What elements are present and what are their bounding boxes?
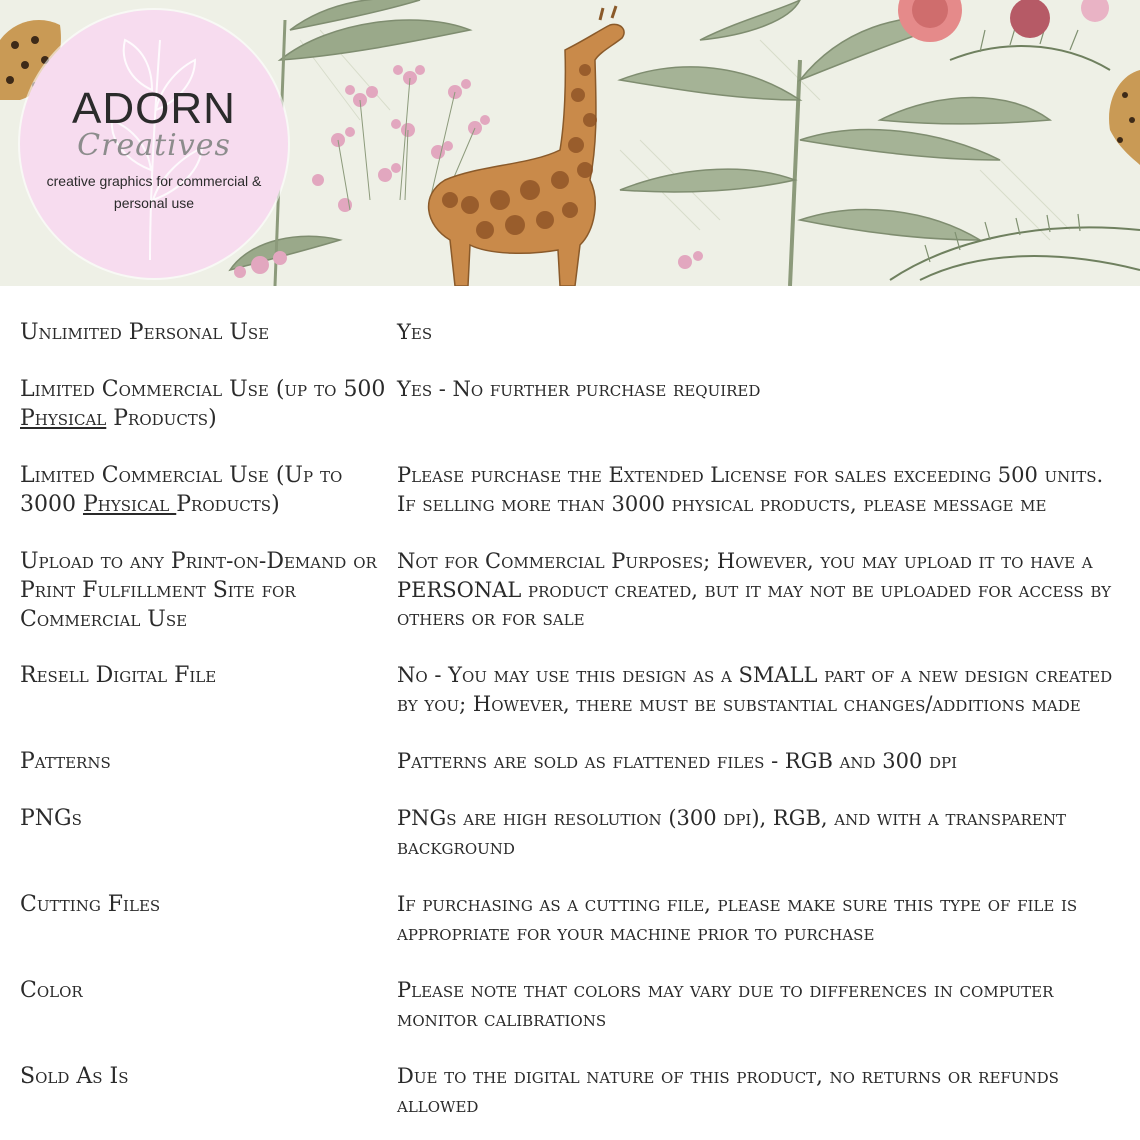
term-label-part: Limited Commercial Use (Up to 3000 — [20, 463, 343, 517]
term-value: Patterns are sold as flattened files - RGB and 300 dpi — [397, 749, 958, 773]
term-label-part: Limited Commercial Use (up to 500 — [20, 377, 386, 402]
term-row — [20, 661, 1120, 747]
term-row — [20, 375, 1120, 461]
logo-script: Creatives — [77, 128, 231, 163]
term-label: Patterns — [20, 749, 111, 774]
term-label — [20, 461, 397, 547]
logo-title: ADORN — [72, 84, 236, 133]
term-label — [20, 375, 397, 461]
term-row — [20, 461, 1120, 547]
jungle-banner — [0, 0, 1140, 286]
term-value: Due to the digital nature of this product, no returns or refunds allowed — [397, 1064, 1059, 1117]
term-row — [20, 890, 1120, 976]
license-terms-table — [20, 318, 1120, 1119]
term-value: If purchasing as a cutting file, please make sure this type of file is appropriate for your machine prior to purchase — [397, 892, 1078, 945]
term-row — [20, 1062, 1120, 1119]
term-label: Sold As Is — [20, 1064, 129, 1089]
term-label-underlined: Physical — [20, 406, 107, 431]
term-value: Not for Commercial Purposes; However, you may upload it to have a PERSONAL product created, but it may not be uploaded for access by others or for sale — [397, 549, 1112, 630]
term-label: Cutting Files — [20, 892, 161, 917]
term-value: Please purchase the Extended License for sales exceeding 500 units. If selling more than 3000 physical products, please message me — [397, 463, 1104, 516]
term-label: PNGs — [20, 806, 82, 831]
term-value: No - You may use this design as a SMALL part of a new design created by you; However, there must be substantial changes/additions made — [397, 663, 1113, 716]
term-row — [20, 976, 1120, 1062]
term-value: Yes - No further purchase required — [397, 377, 761, 401]
term-label: Upload to any Print-on-Demand or Print Fulfillment Site for Commercial Use — [20, 549, 377, 632]
term-label: Resell Digital File — [20, 663, 217, 688]
term-value: Yes — [397, 320, 433, 344]
term-label: Unlimited Personal Use — [20, 320, 270, 345]
term-row — [20, 804, 1120, 890]
term-value: PNGs are high resolution (300 dpi), RGB, and with a transparent background — [397, 806, 1066, 859]
logo-badge — [20, 10, 288, 278]
term-label-part: Products) — [176, 492, 280, 517]
term-label-part: Products) — [106, 406, 217, 431]
term-row — [20, 547, 1120, 661]
term-row — [20, 318, 1120, 375]
term-label-underlined: Physical — [82, 492, 177, 517]
term-row — [20, 747, 1120, 804]
logo-tagline: creative graphics for commercial & personal use — [46, 173, 262, 211]
term-label: Color — [20, 978, 83, 1003]
term-value: Please note that colors may vary due to differences in computer monitor calibrations — [397, 978, 1054, 1031]
